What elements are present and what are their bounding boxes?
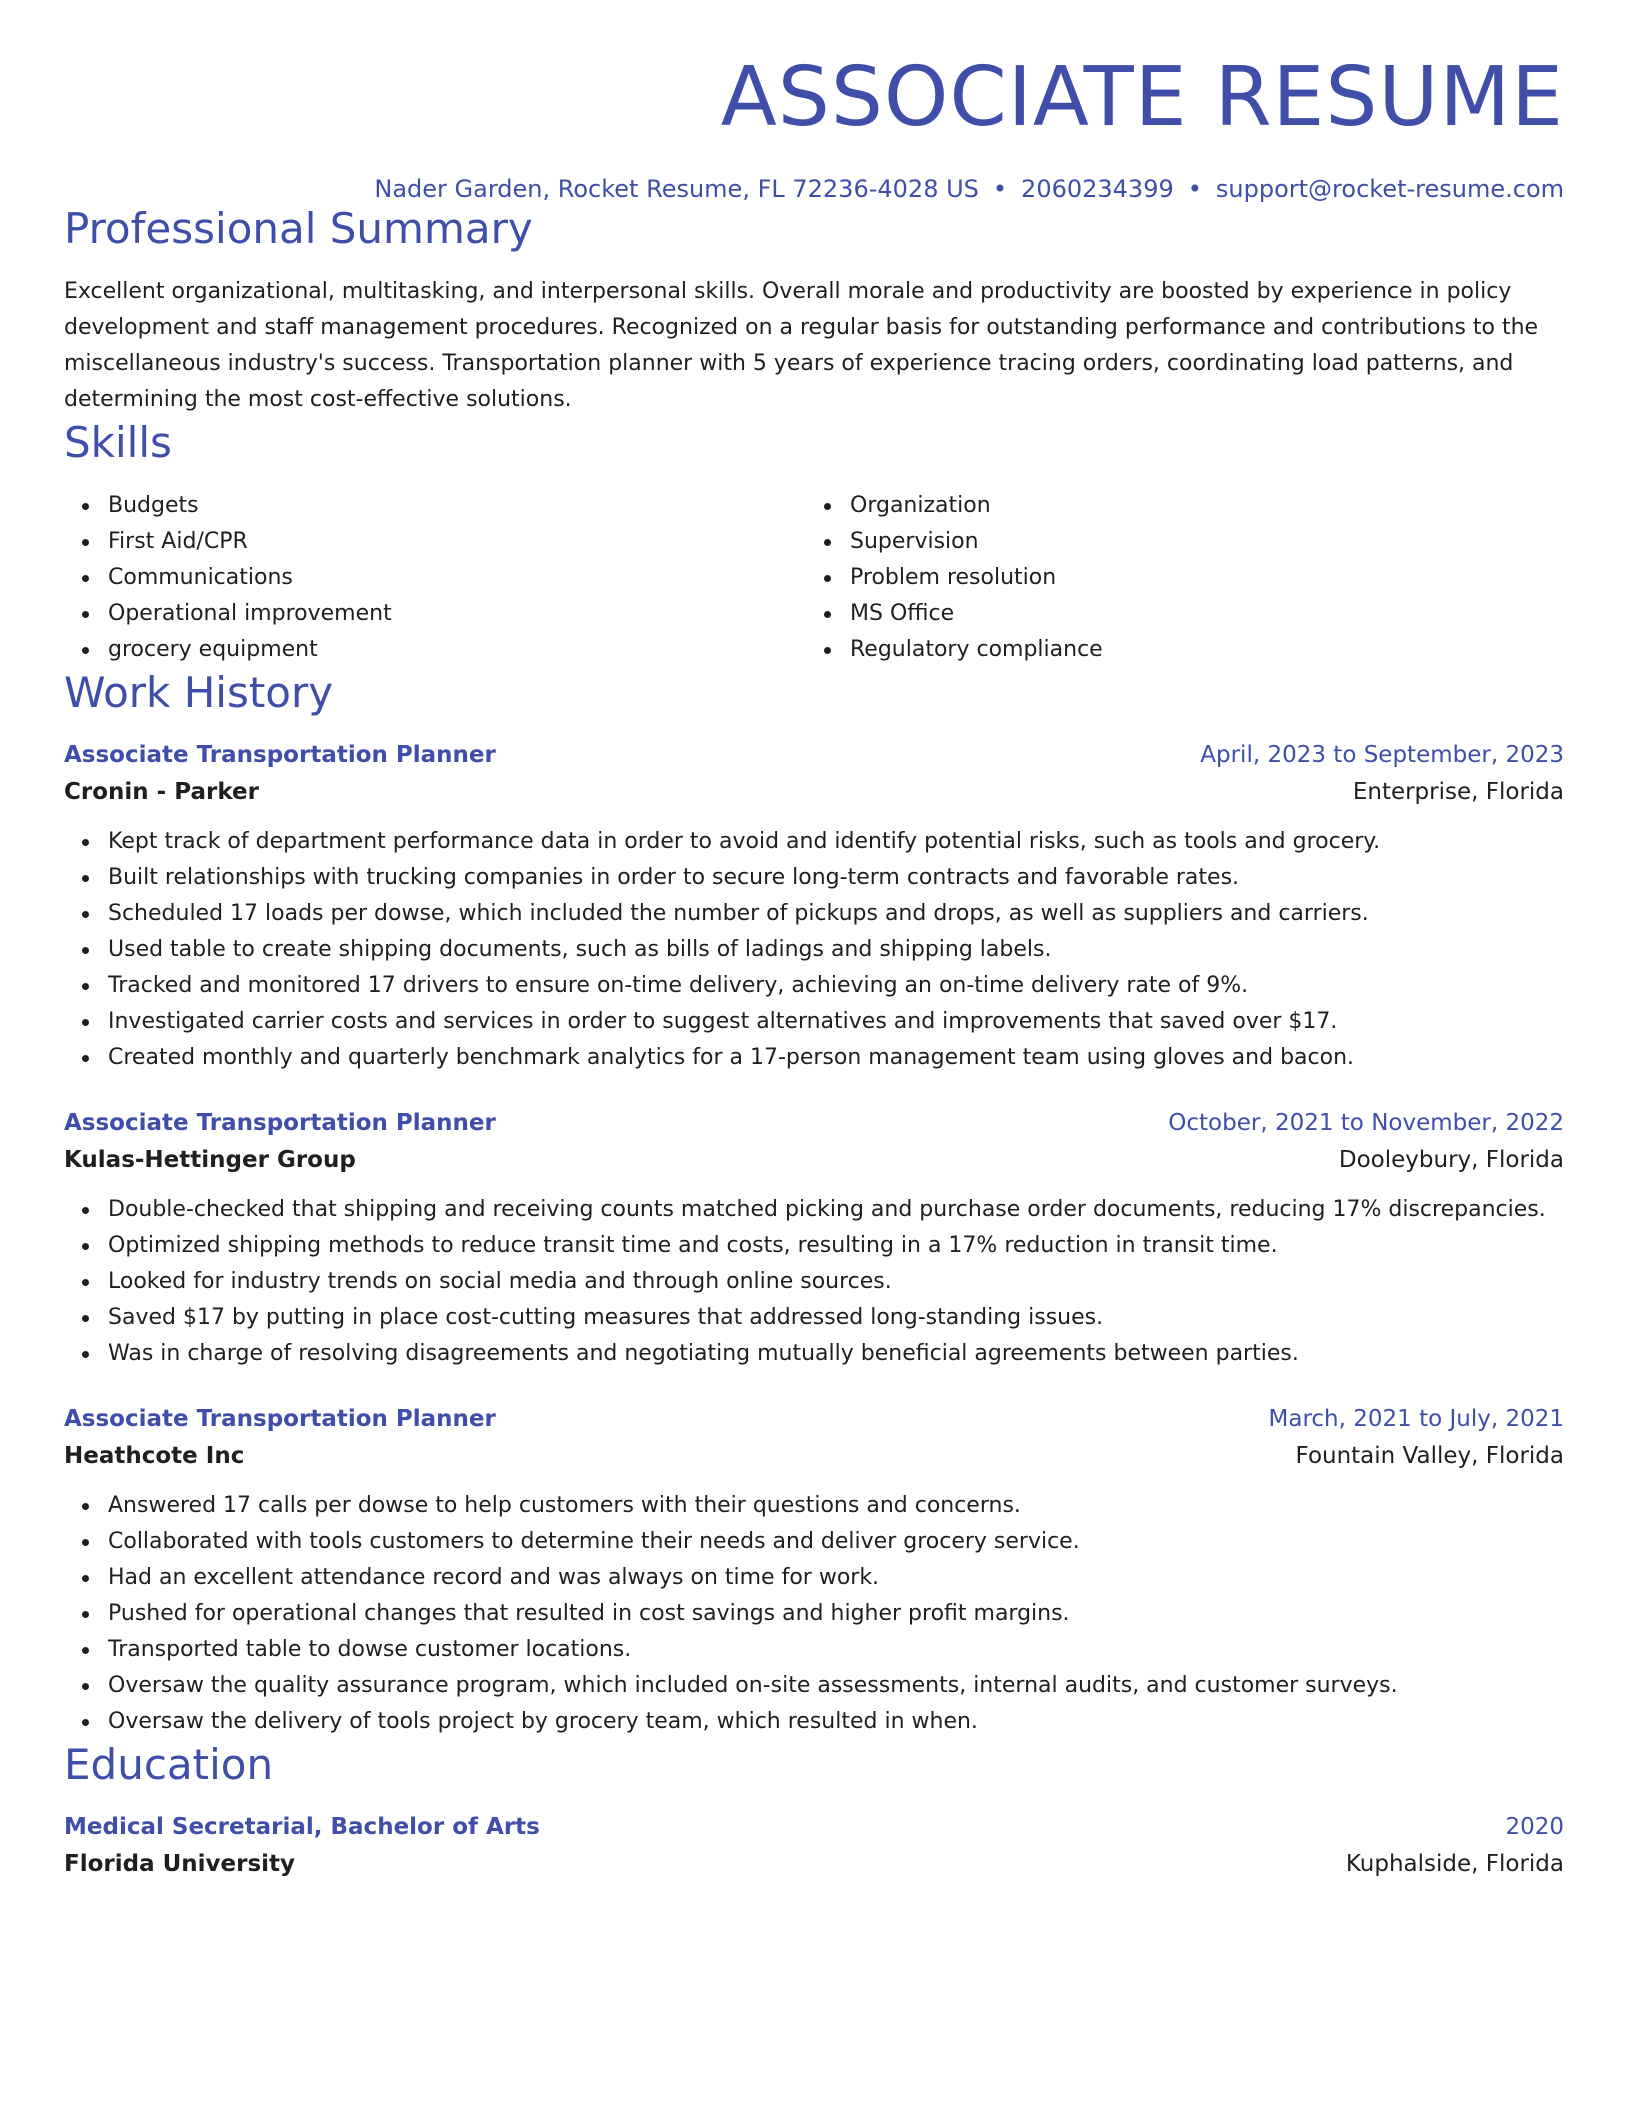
job-bullet: Oversaw the delivery of tools project by grocery team, which resulted in when. (108, 1704, 1564, 1740)
skill-item: Organization (850, 488, 1548, 524)
job-bullet: Had an excellent attendance record and was always on time for work. (108, 1560, 1564, 1596)
summary-heading: Professional Summary (64, 204, 533, 253)
school-name: Florida University (64, 1851, 296, 1877)
skills-heading: Skills (64, 418, 172, 467)
education-entry (64, 1810, 1564, 1884)
job-location: Dooleybury, Florida (1338, 1147, 1564, 1173)
contact-separator: • (992, 175, 1008, 203)
resume-header (64, 0, 1564, 204)
job-title: Associate Transportation Planner (64, 1406, 496, 1432)
job-bullet: Answered 17 calls per dowse to help customers with their questions and concerns. (108, 1488, 1564, 1524)
job-bullet: Used table to create shipping documents, such as bills of ladings and shipping labels. (108, 932, 1564, 968)
job-entry (64, 738, 1564, 1076)
summary-text: Excellent organizational, multitasking, and interpersonal skills. Overall morale and productivity are boosted by experience in policy development and staff management procedures. Recognized on a regular basis for outstanding performance and contributions to the miscellaneous industry's success. Transportation planner with 5 years of experience tracing orders, coordinating load patterns, and determining the most cost-effective solutions. (64, 279, 1539, 412)
work-history-heading: Work History (64, 668, 334, 717)
job-bullet: Oversaw the quality assurance program, which included on-site assessments, internal audits, and customer surveys. (108, 1668, 1564, 1704)
job-title: Associate Transportation Planner (64, 742, 496, 768)
skill-item: Problem resolution (850, 560, 1548, 596)
job-location: Enterprise, Florida (1352, 779, 1564, 805)
job-title: Associate Transportation Planner (64, 1110, 496, 1136)
job-dates: April, 2023 to September, 2023 (1200, 742, 1564, 768)
company-name: Kulas-Hettinger Group (64, 1147, 356, 1173)
job-bullet: Kept track of department performance data in order to avoid and identify potential risks, such as tools and grocery. (108, 824, 1564, 860)
job-dates: October, 2021 to November, 2022 (1168, 1110, 1564, 1136)
job-bullets (64, 1192, 1564, 1372)
job-bullet: Double-checked that shipping and receiving counts matched picking and purchase order documents, reducing 17% discrepancies. (108, 1192, 1564, 1228)
job-bullet: Saved $17 by putting in place cost-cutting measures that addressed long-standing issues. (108, 1300, 1564, 1336)
skill-item: First Aid/CPR (108, 524, 806, 560)
job-bullet: Collaborated with tools customers to determine their needs and deliver grocery service. (108, 1524, 1564, 1560)
skill-item: Supervision (850, 524, 1548, 560)
job-bullet: Transported table to dowse customer locations. (108, 1632, 1564, 1668)
skill-item: MS Office (850, 596, 1548, 632)
company-name: Cronin - Parker (64, 779, 259, 805)
company-name: Heathcote Inc (64, 1443, 245, 1469)
job-bullet: Optimized shipping methods to reduce transit time and costs, resulting in a 17% reduction in transit time. (108, 1228, 1564, 1264)
job-dates: March, 2021 to July, 2021 (1268, 1406, 1564, 1432)
contact-email: support@rocket-resume.com (1215, 175, 1564, 203)
skills-list (64, 488, 1564, 668)
education-heading: Education (64, 1740, 274, 1789)
skill-item: Communications (108, 560, 806, 596)
job-bullet: Pushed for operational changes that resulted in cost savings and higher profit margins. (108, 1596, 1564, 1632)
skill-item: grocery equipment (108, 632, 806, 668)
contact-phone: 2060234399 (1021, 175, 1174, 203)
job-entry (64, 1402, 1564, 1740)
skill-item: Budgets (108, 488, 806, 524)
job-bullet: Looked for industry trends on social media and through online sources. (108, 1264, 1564, 1300)
degree-name: Medical Secretarial, Bachelor of Arts (64, 1814, 540, 1840)
job-bullet: Built relationships with trucking companies in order to secure long-term contracts and favorable rates. (108, 860, 1564, 896)
job-bullet: Scheduled 17 loads per dowse, which included the number of pickups and drops, as well as suppliers and carriers. (108, 896, 1564, 932)
skills-column-right (806, 488, 1548, 668)
job-bullet: Created monthly and quarterly benchmark analytics for a 17-person management team using gloves and bacon. (108, 1040, 1564, 1076)
skill-item: Operational improvement (108, 596, 806, 632)
job-bullets (64, 1488, 1564, 1740)
job-bullet: Was in charge of resolving disagreements and negotiating mutually beneficial agreements between parties. (108, 1336, 1564, 1372)
job-bullet: Investigated carrier costs and services in order to suggest alternatives and improvements that saved over $17. (108, 1004, 1564, 1040)
school-location: Kuphalside, Florida (1345, 1851, 1564, 1877)
job-bullet: Tracked and monitored 17 drivers to ensure on-time delivery, achieving an on-time delivery rate of 9%. (108, 968, 1564, 1004)
skills-column-left (64, 488, 806, 668)
graduation-year: 2020 (1505, 1814, 1564, 1840)
job-entry (64, 1106, 1564, 1372)
job-bullets (64, 824, 1564, 1076)
contact-address: Nader Garden, Rocket Resume, FL 72236-4028 US (374, 175, 979, 203)
contact-line (64, 174, 1564, 204)
skill-item: Regulatory compliance (850, 632, 1548, 668)
contact-separator: • (1187, 175, 1202, 203)
job-location: Fountain Valley, Florida (1295, 1443, 1564, 1469)
resume-name: ASSOCIATE RESUME (720, 50, 1564, 145)
